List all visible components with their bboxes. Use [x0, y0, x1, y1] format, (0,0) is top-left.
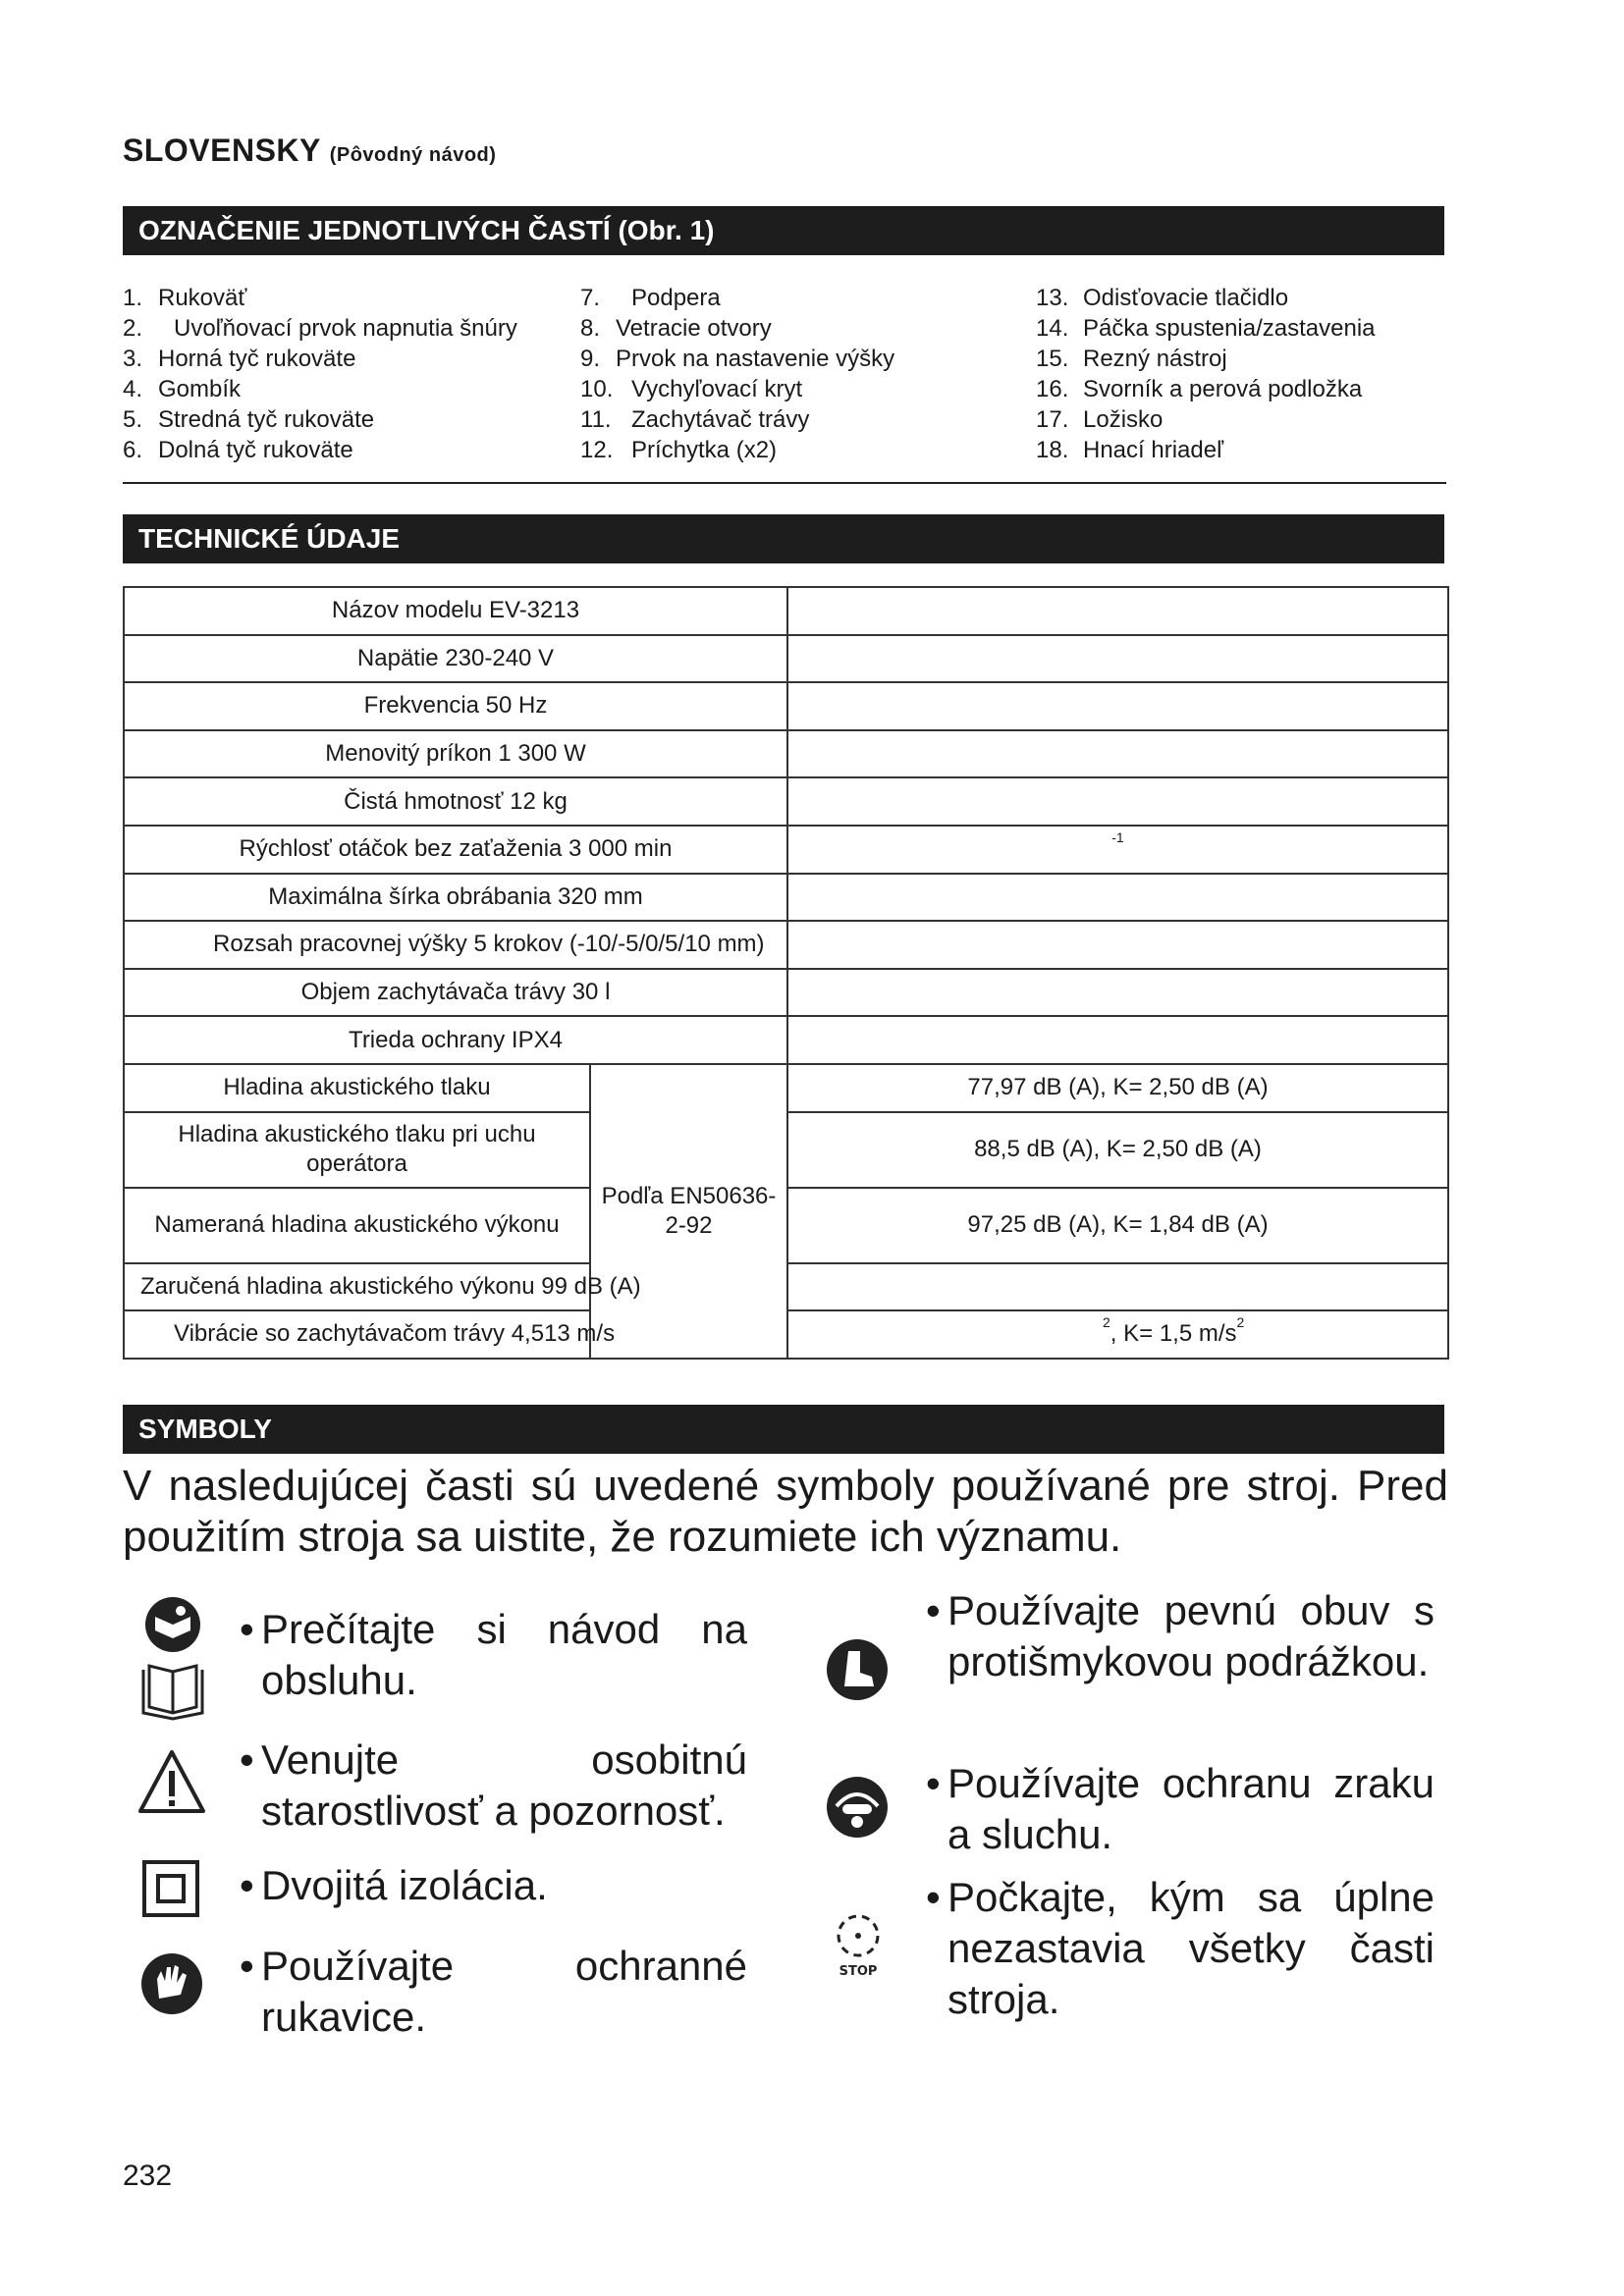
parts-column-1: [123, 283, 517, 465]
gloves-icon: [139, 1951, 204, 2016]
table-row: Menovitý príkon 1 300 W: [124, 730, 1448, 778]
symbols-intro: V nasledujúcej časti sú uvedené symboly používané pre stroj. Pred použitím stroja sa uistite, že rozumiete ich významu.: [123, 1462, 1448, 1561]
list-item: 15. Rezný nástroj: [1036, 346, 1227, 372]
parts-column-3: [1036, 283, 1376, 465]
list-item: 6. Dolná tyč rukoväte: [123, 437, 353, 463]
list-item: 4. Gombík: [123, 376, 242, 402]
list-item: 3. Horná tyč rukoväte: [123, 346, 356, 372]
language-label: SLOVENSKY: [123, 133, 321, 168]
list-item: 5. Stredná tyč rukoväte: [123, 406, 375, 433]
table-row: Trieda ochrany IPX4: [124, 1016, 1448, 1064]
tech-section-title: TECHNICKÉ ÚDAJE: [123, 514, 1444, 563]
table-row: Frekvencia 50 Hz: [124, 682, 1448, 730]
list-item: 13. Odisťovacie tlačidlo: [1036, 285, 1289, 311]
list-item: 12. Príchytka (x2): [580, 437, 778, 463]
symbols-section-title: SYMBOLY: [123, 1405, 1444, 1454]
warning-triangle-icon: [137, 1749, 206, 1814]
list-item: 14. Páčka spustenia/zastavenia: [1036, 315, 1376, 342]
symbol-warning: • Venujte osobitnú starostlivosť a pozornosť.: [240, 1736, 747, 1834]
list-item: 16. Svorník a perová podložka: [1036, 376, 1363, 402]
table-row: Napätie 230-240 V: [124, 635, 1448, 683]
list-item: 8. Vetracie otvory: [580, 315, 772, 342]
symbol-double-insulation: • Dvojitá izolácia.: [240, 1862, 548, 1908]
list-item: 11. Zachytávač trávy: [580, 406, 810, 433]
stop-rotation-icon: [831, 1910, 886, 1979]
table-row: Rozsah pracovnej výšky 5 krokov (-10/-5/0/5/10 mm): [124, 921, 1448, 969]
page-number: 232: [123, 2160, 173, 2192]
parts-column-2: [580, 283, 894, 465]
list-item: 10. Vychyľovací kryt: [580, 376, 803, 402]
table-row: Objem zachytávača trávy 30 l: [124, 969, 1448, 1017]
read-manual-icon: [137, 1595, 208, 1721]
noise-method: Podľa EN50636-2-92: [590, 1064, 787, 1359]
table-row: Hladina akustického tlaku pri uchu operátora 88,5 dB (A), K= 2,50 dB (A): [124, 1112, 1448, 1188]
divider: [123, 482, 1446, 484]
list-item: 9. Prvok na nastavenie výšky: [580, 346, 895, 372]
symbol-wait-stop: • Počkajte, kým sa úplne nezastavia všetky časti stroja.: [926, 1874, 1435, 2022]
list-item: 17. Ložisko: [1036, 406, 1164, 433]
table-row: Rýchlosť otáčok bez zaťaženia 3 000 min $^{-1}$: [124, 826, 1448, 874]
table-row: Hladina akustického tlaku Podľa EN50636-2-92 77,97 dB (A), K= 2,50 dB (A): [124, 1064, 1448, 1112]
subtitle: (Pôvodný návod): [329, 144, 497, 166]
list-item: 1. Rukoväť: [123, 285, 247, 311]
table-row: Čistá hmotnosť 12 kg: [124, 777, 1448, 826]
symbol-gloves: • Používajte ochranné rukavice.: [240, 1943, 747, 2040]
symbol-safety-boots: • Používajte pevnú obuv s protišmykovou podrážkou.: [926, 1587, 1435, 1684]
table-row: Zaručená hladina akustického výkonu 99 dB (A): [124, 1263, 1448, 1311]
list-item: 18. Hnací hriadeľ: [1036, 437, 1224, 463]
spec-table: [123, 586, 1449, 1360]
table-row: Vibrácie so zachytávačom trávy 4,513 m/s $^2$, K= 1,5 $m/s^2$: [124, 1310, 1448, 1359]
parts-section-title: OZNAČENIE JEDNOTLIVÝCH ČASTÍ (Obr. 1): [123, 206, 1444, 255]
symbol-eye-ear-protection: • Používajte ochranu zraku a sluchu.: [926, 1760, 1435, 1857]
table-row: Nameraná hladina akustického výkonu 97,25 dB (A), K= 1,84 dB (A): [124, 1188, 1448, 1263]
list-item: 2. Uvoľňovací prvok napnutia šnúry: [123, 315, 517, 342]
stop-label: STOP: [839, 1964, 878, 1979]
safety-boot-icon: [825, 1637, 890, 1702]
table-row: Maximálna šírka obrábania 320 mm: [124, 874, 1448, 922]
symbol-read-manual: • Prečítajte si návod na obsluhu.: [240, 1606, 747, 1703]
eye-ear-protection-icon: [825, 1775, 890, 1840]
superscript: -1: [1111, 829, 1124, 846]
page-title: [123, 133, 496, 169]
list-item: 7. Podpera: [580, 285, 721, 311]
table-row: Názov modelu EV-3213: [124, 587, 1448, 635]
double-insulation-icon: [142, 1860, 199, 1917]
